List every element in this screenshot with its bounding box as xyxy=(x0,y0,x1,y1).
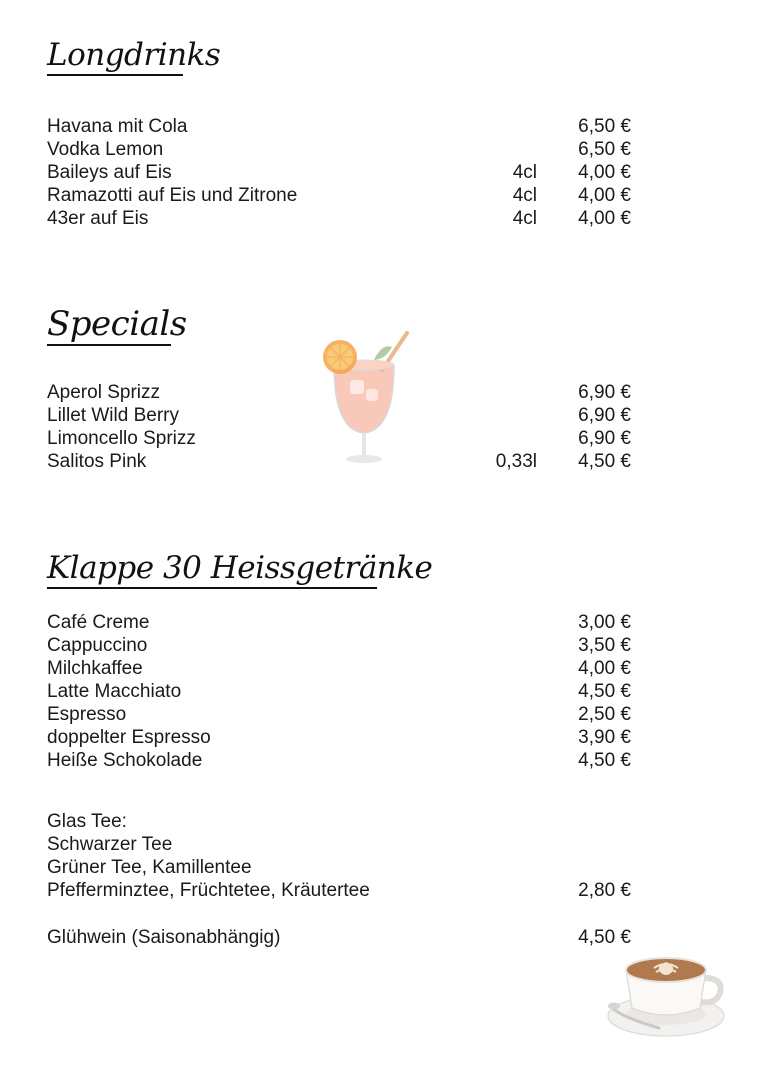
item-name: Baileys auf Eis xyxy=(47,162,172,183)
item-name: Ramazotti auf Eis und Zitrone xyxy=(47,185,298,206)
tea-heading: Glas Tee: xyxy=(47,811,127,832)
item-name: Lillet Wild Berry xyxy=(47,405,179,426)
section-title-hot-drinks xyxy=(47,550,433,586)
item-name: Vodka Lemon xyxy=(47,139,164,160)
item-name: doppelter Espresso xyxy=(47,727,211,748)
list-item xyxy=(47,161,637,184)
item-name: Salitos Pink xyxy=(47,451,147,472)
item-price: 3,00 € xyxy=(578,612,631,633)
item-price: 6,90 € xyxy=(578,405,631,426)
item-price: 4,00 € xyxy=(578,185,631,206)
title-underline xyxy=(47,587,377,589)
section-title-specials xyxy=(47,304,187,344)
list-item xyxy=(47,634,637,657)
item-price: 4,00 € xyxy=(578,162,631,183)
tea-line-green: Grüner Tee, Kamillentee xyxy=(47,857,252,878)
item-name: Milchkaffee xyxy=(47,658,143,679)
tea-line-black: Schwarzer Tee xyxy=(47,834,173,855)
item-price: 4,50 € xyxy=(578,681,631,702)
item-price: 4,00 € xyxy=(578,208,631,229)
list-item xyxy=(47,879,637,902)
item-name: Havana mit Cola xyxy=(47,116,188,137)
item-name: Aperol Sprizz xyxy=(47,382,160,403)
item-price: 6,50 € xyxy=(578,139,631,160)
coffee-cup-icon xyxy=(604,948,730,1043)
item-price: 2,80 € xyxy=(578,880,631,901)
item-price: 6,90 € xyxy=(578,428,631,449)
item-price: 3,50 € xyxy=(578,635,631,656)
item-price: 6,50 € xyxy=(578,116,631,137)
title-underline xyxy=(47,344,171,346)
list-item xyxy=(47,680,637,703)
section-title-text: Specials xyxy=(47,304,187,344)
list-item xyxy=(47,381,637,404)
section-title-text: Klappe 30 Heissgetränke xyxy=(47,550,433,586)
item-price: 6,90 € xyxy=(578,382,631,403)
item-price: 2,50 € xyxy=(578,704,631,725)
item-name: Latte Macchiato xyxy=(47,681,182,702)
list-item xyxy=(47,115,637,138)
item-name: 43er auf Eis xyxy=(47,208,149,229)
item-name: Cappuccino xyxy=(47,635,148,656)
item-price: 4,00 € xyxy=(578,658,631,679)
item-volume: 0,33l xyxy=(495,451,537,472)
list-item xyxy=(47,749,637,772)
item-name: Limoncello Sprizz xyxy=(47,428,196,449)
item-name: Café Creme xyxy=(47,612,150,633)
section-title-longdrinks xyxy=(47,37,221,73)
item-price: 4,50 € xyxy=(578,927,631,948)
specials-list xyxy=(47,381,637,473)
list-item xyxy=(47,703,637,726)
list-item xyxy=(47,138,637,161)
tea-price-row xyxy=(47,879,637,902)
item-price: 4,50 € xyxy=(578,750,631,771)
list-item xyxy=(47,726,637,749)
item-price: 4,50 € xyxy=(578,451,631,472)
longdrinks-list xyxy=(47,115,637,230)
title-underline xyxy=(47,74,183,76)
hot-drinks-list xyxy=(47,611,637,772)
section-title-text: Longdrinks xyxy=(47,37,221,73)
list-item xyxy=(47,450,637,473)
item-volume: 4cl xyxy=(512,208,537,229)
list-item xyxy=(47,611,637,634)
item-volume: 4cl xyxy=(512,162,537,183)
item-name: Pfefferminztee, Früchtetee, Kräutertee xyxy=(47,880,370,901)
item-volume: 4cl xyxy=(512,185,537,206)
item-name: Espresso xyxy=(47,704,127,725)
gluehwein-row xyxy=(47,926,637,949)
item-name: Heiße Schokolade xyxy=(47,750,203,771)
list-item xyxy=(47,657,637,680)
list-item xyxy=(47,926,637,949)
item-name: Glühwein (Saisonabhängig) xyxy=(47,927,281,948)
list-item xyxy=(47,427,637,450)
item-price: 3,90 € xyxy=(578,727,631,748)
list-item xyxy=(47,184,637,207)
list-item xyxy=(47,207,637,230)
list-item xyxy=(47,404,637,427)
